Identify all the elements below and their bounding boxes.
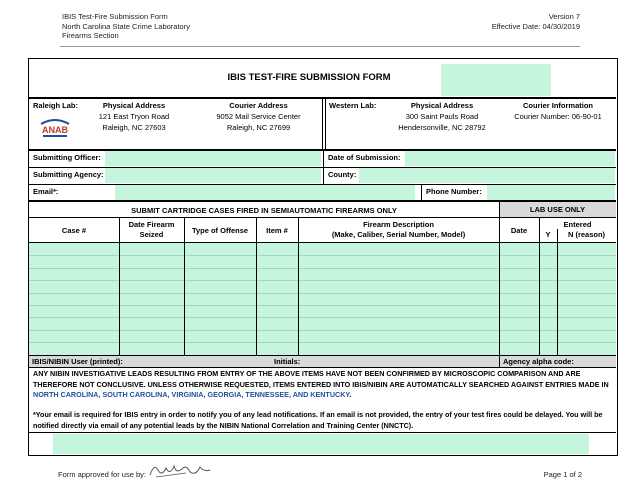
page-number: Page 1 of 2 — [543, 470, 582, 479]
col-item-number: Item # — [266, 226, 288, 235]
divider — [421, 184, 422, 200]
ibis-user-label: IBIS/NIBIN User (printed): — [32, 357, 123, 366]
col-divider — [557, 229, 558, 355]
lab-number-field[interactable] — [441, 64, 551, 96]
western-physical-title: Physical Address — [410, 101, 474, 110]
document-header-right — [492, 12, 580, 31]
divider — [322, 97, 323, 149]
western-lab-label: Western Lab: — [329, 101, 377, 110]
lab-use-only-header: LAB USE ONLY — [499, 202, 616, 217]
table-section-title: SUBMIT CARTRIDGE CASES FIRED IN SEMIAUTOMATIC FIREARMS ONLY — [131, 206, 397, 215]
raleigh-physical-title: Physical Address — [102, 101, 166, 110]
col-divider — [539, 218, 540, 355]
form-title: IBIS TEST-FIRE SUBMISSION FORM — [227, 72, 391, 83]
table-row-line — [29, 255, 616, 256]
submitting-officer-label: Submitting Officer: — [33, 153, 101, 162]
western-physical-line2: Hendersonville, NC 28792 — [398, 123, 486, 132]
header-form-name: IBIS Test-Fire Submission Form — [62, 12, 168, 21]
table-row-line — [29, 317, 616, 318]
email-label: Email*: — [33, 187, 59, 196]
header-section: Firearms Section — [62, 31, 119, 40]
col-divider — [256, 218, 257, 355]
raleigh-physical-line2: Raleigh, NC 27603 — [102, 123, 166, 132]
western-courier-title: Courier Information — [522, 101, 593, 110]
submission-form — [28, 58, 618, 456]
date-of-submission-input[interactable] — [405, 151, 615, 166]
col-description-line2: (Make, Caliber, Serial Number, Model) — [331, 230, 466, 239]
col-divider — [298, 218, 299, 355]
submitting-officer-input[interactable] — [105, 151, 321, 166]
divider — [29, 217, 616, 218]
header-divider — [60, 46, 580, 47]
col-entered-n: N (reason) — [567, 230, 606, 239]
anab-logo-text: ANAB — [42, 125, 68, 135]
approval-signature — [146, 460, 216, 480]
raleigh-physical-line1: 121 East Tryon Road — [98, 112, 170, 121]
nibin-notice — [33, 369, 613, 401]
email-input[interactable] — [115, 185, 415, 200]
table-row-line — [29, 305, 616, 306]
col-entered: Entered — [563, 220, 592, 229]
initials-label: Initials: — [274, 357, 301, 366]
divider — [325, 97, 326, 149]
header-lab-name: North Carolina State Crime Laboratory — [62, 21, 190, 31]
col-divider — [499, 202, 500, 355]
western-physical-line1: 300 Saint Pauls Road — [405, 112, 479, 121]
submitting-agency-label: Submitting Agency: — [33, 170, 104, 179]
raleigh-lab-label: Raleigh Lab: — [33, 101, 79, 110]
anab-logo — [37, 115, 73, 139]
email-notice: *Your email is required for IBIS entry in order to notify you of any lead notifications. If an email is not provided, the entry of your test fires could be delayed. You will be notified directly via email of any potential leads by the NIBIN National Correlation and Training Center (NNCTC). — [33, 410, 603, 430]
header-effective-date: Effective Date: 04/30/2019 — [491, 21, 580, 31]
notice-text-2: . — [349, 390, 352, 399]
raleigh-courier-line1: 9052 Mail Service Center — [216, 112, 301, 121]
western-courier-line1: Courier Number: 06-90-01 — [514, 112, 602, 121]
submitting-agency-input[interactable] — [105, 168, 321, 183]
table-row-line — [29, 330, 616, 331]
notice-text-1: ANY NIBIN INVESTIGATIVE LEADS RESULTING FROM ENTRY OF THE ABOVE ITEMS HAVE NOT BEEN CONFIRMED BY MICROSCOPIC COMPARISON AND ARE THEREFORE NOT CONCLUSIVE. UNLESS OTHERWISE REQUESTED, ITEMS ENTERED INTO IBIS/NIBIN ARE AUTOMATICALLY SEARCHED AGAINST ENTRIES MADE IN — [33, 369, 609, 389]
divider — [29, 432, 616, 433]
agency-code-label: Agency alpha code: — [503, 357, 574, 366]
raleigh-courier-title: Courier Address — [229, 101, 288, 110]
additional-notes-input[interactable] — [53, 434, 589, 454]
table-row-line — [29, 293, 616, 294]
col-date-seized-line2: Seized — [139, 230, 164, 239]
table-row-line — [29, 342, 616, 343]
col-offense: Type of Offense — [191, 226, 249, 235]
table-body[interactable] — [29, 243, 616, 355]
divider — [499, 356, 500, 367]
raleigh-courier-line2: Raleigh, NC 27699 — [226, 123, 291, 132]
table-row-line — [29, 268, 616, 269]
divider — [29, 367, 616, 368]
notice-states: NORTH CAROLINA, SOUTH CAROLINA, VIRGINIA, GEORGIA, TENNESSEE, AND KENTUCKY — [33, 390, 350, 399]
table-row-line — [29, 280, 616, 281]
col-divider — [184, 218, 185, 355]
col-case-number: Case # — [61, 226, 87, 235]
phone-input[interactable] — [487, 185, 615, 200]
phone-label: Phone Number: — [426, 187, 482, 196]
form-approved-label: Form approved for use by: — [58, 470, 146, 479]
county-label: County: — [328, 170, 357, 179]
col-entered-y: Y — [545, 230, 551, 239]
col-date-seized-line1: Date Firearm — [128, 220, 175, 229]
county-input[interactable] — [359, 168, 615, 183]
col-divider — [119, 218, 120, 355]
document-header-left — [62, 12, 190, 41]
col-date: Date — [510, 226, 528, 235]
col-description-line1: Firearm Description — [363, 220, 434, 229]
date-of-submission-label: Date of Submission: — [328, 153, 401, 162]
header-version: Version 7 — [548, 12, 580, 21]
